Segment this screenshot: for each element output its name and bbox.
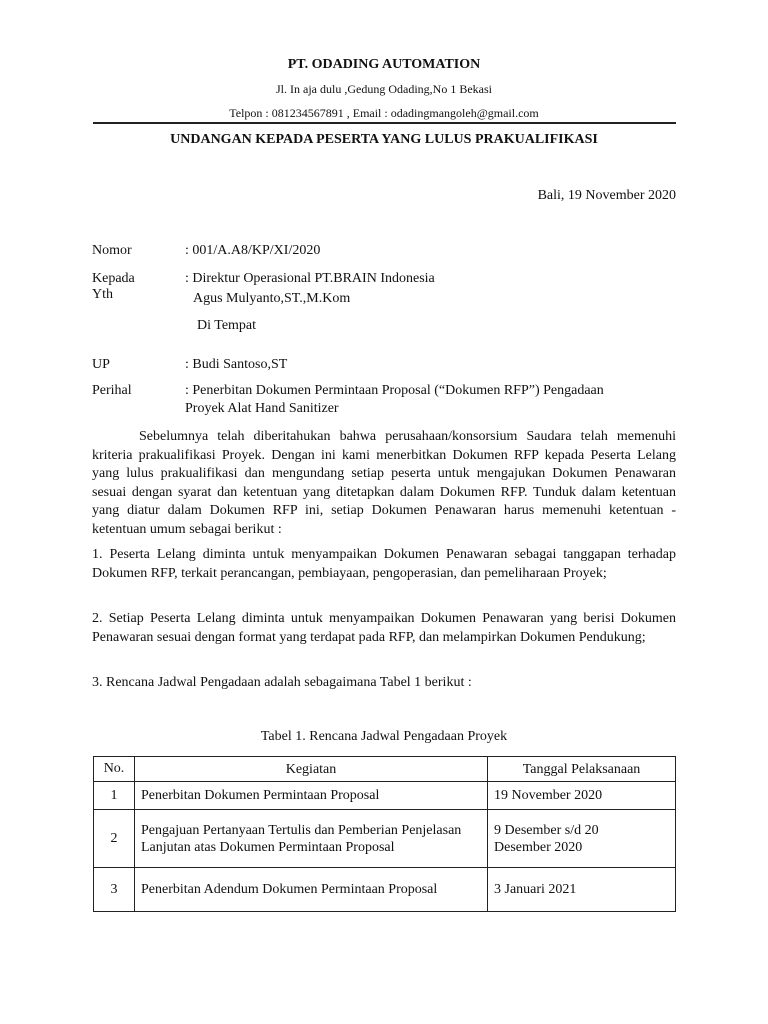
schedule-table <box>93 756 676 912</box>
table-row <box>94 810 676 868</box>
table-caption: Tabel 1. Rencana Jadwal Pengadaan Proyek <box>260 729 508 744</box>
table-row <box>94 868 676 912</box>
company-name: PT. ODADING AUTOMATION <box>287 57 481 72</box>
kepada-line-2: Agus Mulyanto,ST.,M.Kom <box>193 291 351 306</box>
header-no: No. <box>94 757 135 782</box>
intro-paragraph: Sebelumnya telah diberitahukan bahwa perusahaan/konsorsium Saudara telah memenuhi kriteria prakualifikasi Proyek. Dengan ini kami menerbitkan Dokumen RFP kepada Peserta Lelang yang lulus prakualifikasi dan mengundang setiap peserta untuk mengajukan Dokumen Penawaran sesuai dengan syarat dan ketentuan yang ditetapkan dalam Dokumen RFP. Tunduk dalam ketentuan yang diatur dalam Dokumen RFP ini, setiap Dokumen Penawaran harus memenuhi ketentuan - ketentuan umum sebagai berikut : <box>92 429 676 537</box>
header-kegiatan: Kegiatan <box>135 757 488 782</box>
header-tanggal: Tanggal Pelaksanaan <box>488 757 676 782</box>
row-1-kegiatan: Penerbitan Dokumen Permintaan Proposal <box>135 782 488 810</box>
perihal-line-1: : Penerbitan Dokumen Permintaan Proposal (“Dokumen RFP”) Pengadaan <box>185 383 604 398</box>
row-3-kegiatan: Penerbitan Adendum Dokumen Permintaan Proposal <box>135 868 488 912</box>
table-header-row <box>94 757 676 782</box>
point-1: 1. Peserta Lelang diminta untuk menyampaikan Dokumen Penawaran sebagai tanggapan terhadap Dokumen RFP, terkait perancangan, pembiayaan, pengoperasian, dan pemeliharaan Proyek; <box>92 547 676 581</box>
kepada-line-3: Di Tempat <box>197 318 257 333</box>
kepada-label: Kepada Yth <box>92 271 135 302</box>
row-2-kegiatan: Pengajuan Pertanyaan Tertulis dan Pemberian Penjelasan Lanjutan atas Dokumen Permintaan Proposal <box>135 810 488 868</box>
row-3-tanggal: 3 Januari 2021 <box>488 868 676 912</box>
up-label: UP <box>92 357 110 372</box>
row-1-tanggal: 19 November 2020 <box>488 782 676 810</box>
letterhead-divider <box>93 122 676 124</box>
row-2-tanggal: 9 Desember s/d 20 Desember 2020 <box>488 810 676 868</box>
row-2-no: 2 <box>94 810 135 868</box>
point-2: 2. Setiap Peserta Lelang diminta untuk menyampaikan Dokumen Penawaran yang berisi Dokumen Penawaran sesuai dengan format yang terdapat pada RFP, dan melampirkan Dokumen Pendukung; <box>92 611 676 645</box>
perihal-line-2: Proyek Alat Hand Sanitizer <box>185 401 339 416</box>
company-address: Jl. In aja dulu ,Gedung Odading,No 1 Bekasi <box>276 82 492 96</box>
up-value: : Budi Santoso,ST <box>185 357 288 372</box>
place-date: Bali, 19 November 2020 <box>537 188 676 203</box>
row-1-no: 1 <box>94 782 135 810</box>
letter-title: UNDANGAN KEPADA PESERTA YANG LULUS PRAKUALIFIKASI <box>170 132 598 147</box>
row-3-no: 3 <box>94 868 135 912</box>
nomor-value: : 001/A.A8/KP/XI/2020 <box>185 243 321 258</box>
table-row <box>94 782 676 810</box>
nomor-label: Nomor <box>92 243 132 258</box>
point-3: 3. Rencana Jadwal Pengadaan adalah sebagaimana Tabel 1 berikut : <box>92 675 472 690</box>
perihal-label: Perihal <box>92 383 132 398</box>
kepada-line-1: : Direktur Operasional PT.BRAIN Indonesia <box>185 271 435 286</box>
company-contact: Telpon : 081234567891 , Email : odadingmangoleh@gmail.com <box>229 106 539 120</box>
